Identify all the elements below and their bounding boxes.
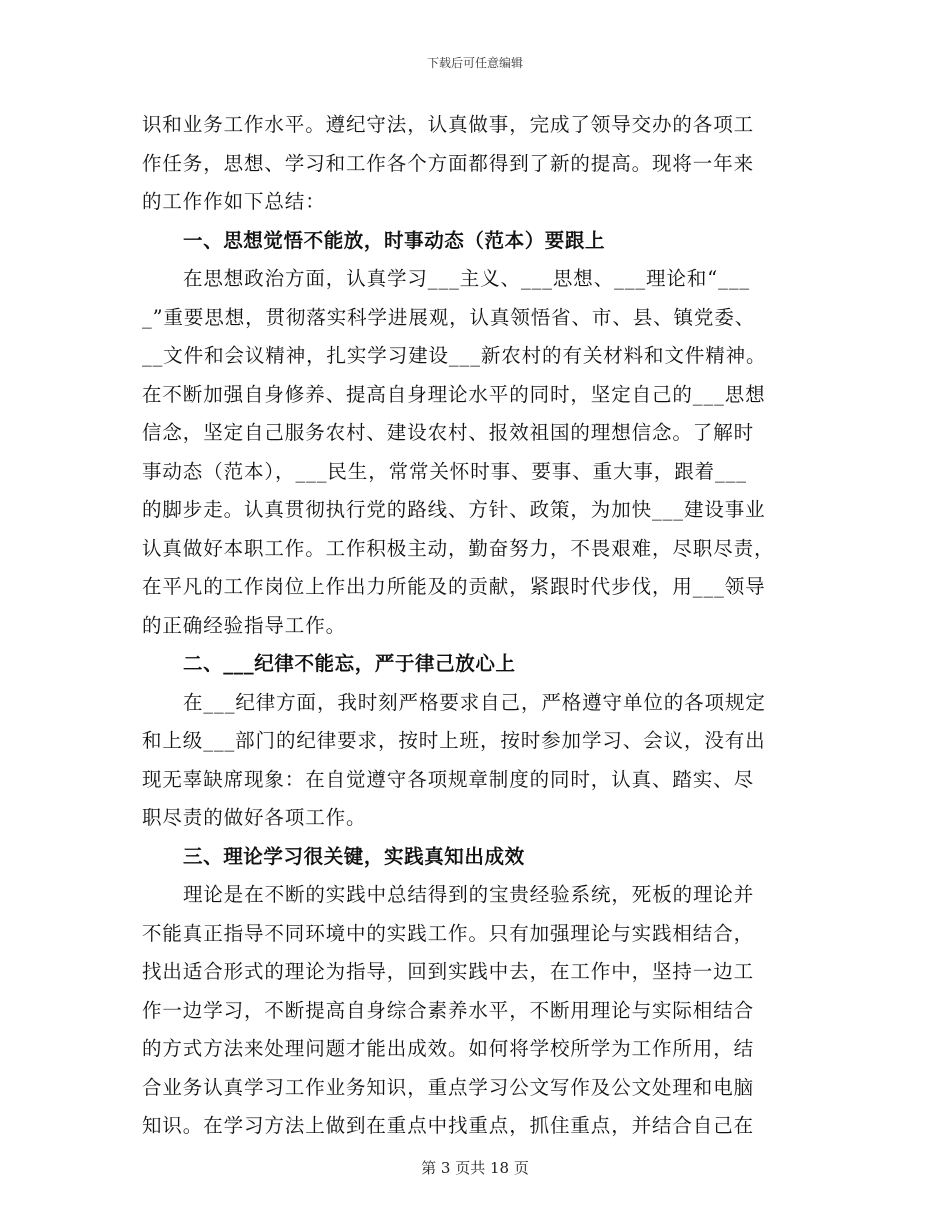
- paragraph-line: 认真做好本职工作。工作积极主动，勤奋努力，不畏艰难，尽职尽责，: [142, 536, 775, 560]
- paragraph-line: 理论是在不断的实践中总结得到的宝贵经验系统，死板的理论并: [183, 883, 755, 906]
- page-header: 下载后可任意编辑: [426, 56, 523, 70]
- paragraph-line: 合业务认真学习工作业务知识，重点学习公文写作及公文处理和电脑: [142, 1075, 755, 1099]
- paragraph-line: 的脚步走。认真贯彻执行党的路线、方针、政策，为加快___建设事业: [142, 498, 766, 521]
- paragraph-line: 的方式方法来处理问题才能出成效。如何将学校所学为工作所用，结: [142, 1037, 755, 1060]
- section-heading-1: 一、思想觉悟不能放，时事动态（范本）要跟上: [183, 228, 606, 252]
- paragraph-line: 找出适合形式的理论为指导，回到实践中去，在工作中，坚持一边工: [142, 960, 755, 983]
- paragraph-line: 在___纪律方面，我时刻严格要求自己，严格遵守单位的各项规定: [183, 690, 766, 714]
- paragraph-line: 事动态（范本），___民生，常常关怀时事、要事、重大事，跟着___: [142, 459, 747, 483]
- section-heading-2: 二、___纪律不能忘，严于律己放心上: [183, 652, 516, 675]
- paragraph-line: 在平凡的工作岗位上作出力所能及的贡献，紧跟时代步伐，用___领导: [142, 575, 766, 598]
- paragraph-line: 识和业务工作水平。遵纪守法，认真做事，完成了领导交办的各项工: [142, 113, 755, 136]
- paragraph-line: 不能真正指导不同环境中的实践工作。只有加强理论与实践相结合，: [142, 921, 755, 945]
- paragraph-line: 和上级___部门的纪律要求，按时上班，按时参加学习、会议，没有出: [142, 729, 766, 752]
- paragraph-line: __文件和会议精神，扎实学习建设___新农村的有关材料和文件精神。: [142, 344, 767, 367]
- document-body: [142, 106, 808, 1146]
- paragraph-line: 现无辜缺席现象：在自觉遵守各项规章制度的同时，认真、踏实、尽: [142, 767, 755, 791]
- paragraph-line: 的正确经验指导工作。: [142, 613, 347, 637]
- paragraph-line: 在思想政治方面，认真学习___主义、___思想、___理论和“___: [183, 267, 751, 290]
- section-heading-3: 三、理论学习很关键，实践真知出成效: [183, 844, 525, 868]
- paragraph-line: 信念，坚定自己服务农村、建设农村、报效祖国的理想信念。了解时: [142, 421, 755, 444]
- paragraph-line: 的工作作如下总结：: [142, 190, 326, 213]
- paragraph-line: 作任务，思想、学习和工作各个方面都得到了新的提高。现将一年来: [142, 151, 755, 175]
- paragraph-line: _”重要思想，贯彻落实科学进展观，认真领悟省、市、县、镇党委、: [142, 305, 756, 329]
- paragraph-line: 作一边学习，不断提高自身综合素养水平，不断用理论与实际相结合: [142, 998, 755, 1022]
- paragraph-line: 知识。在学习方法上做到在重点中找重点，抓住重点，并结合自己在: [142, 1114, 755, 1137]
- paragraph-line: 在不断加强自身修养、提高自身理论水平的同时，坚定自己的___思想: [142, 382, 766, 406]
- paragraph-line: 职尽责的做好各项工作。: [142, 806, 367, 829]
- page-number: 第 3 页共 18 页: [421, 1159, 529, 1177]
